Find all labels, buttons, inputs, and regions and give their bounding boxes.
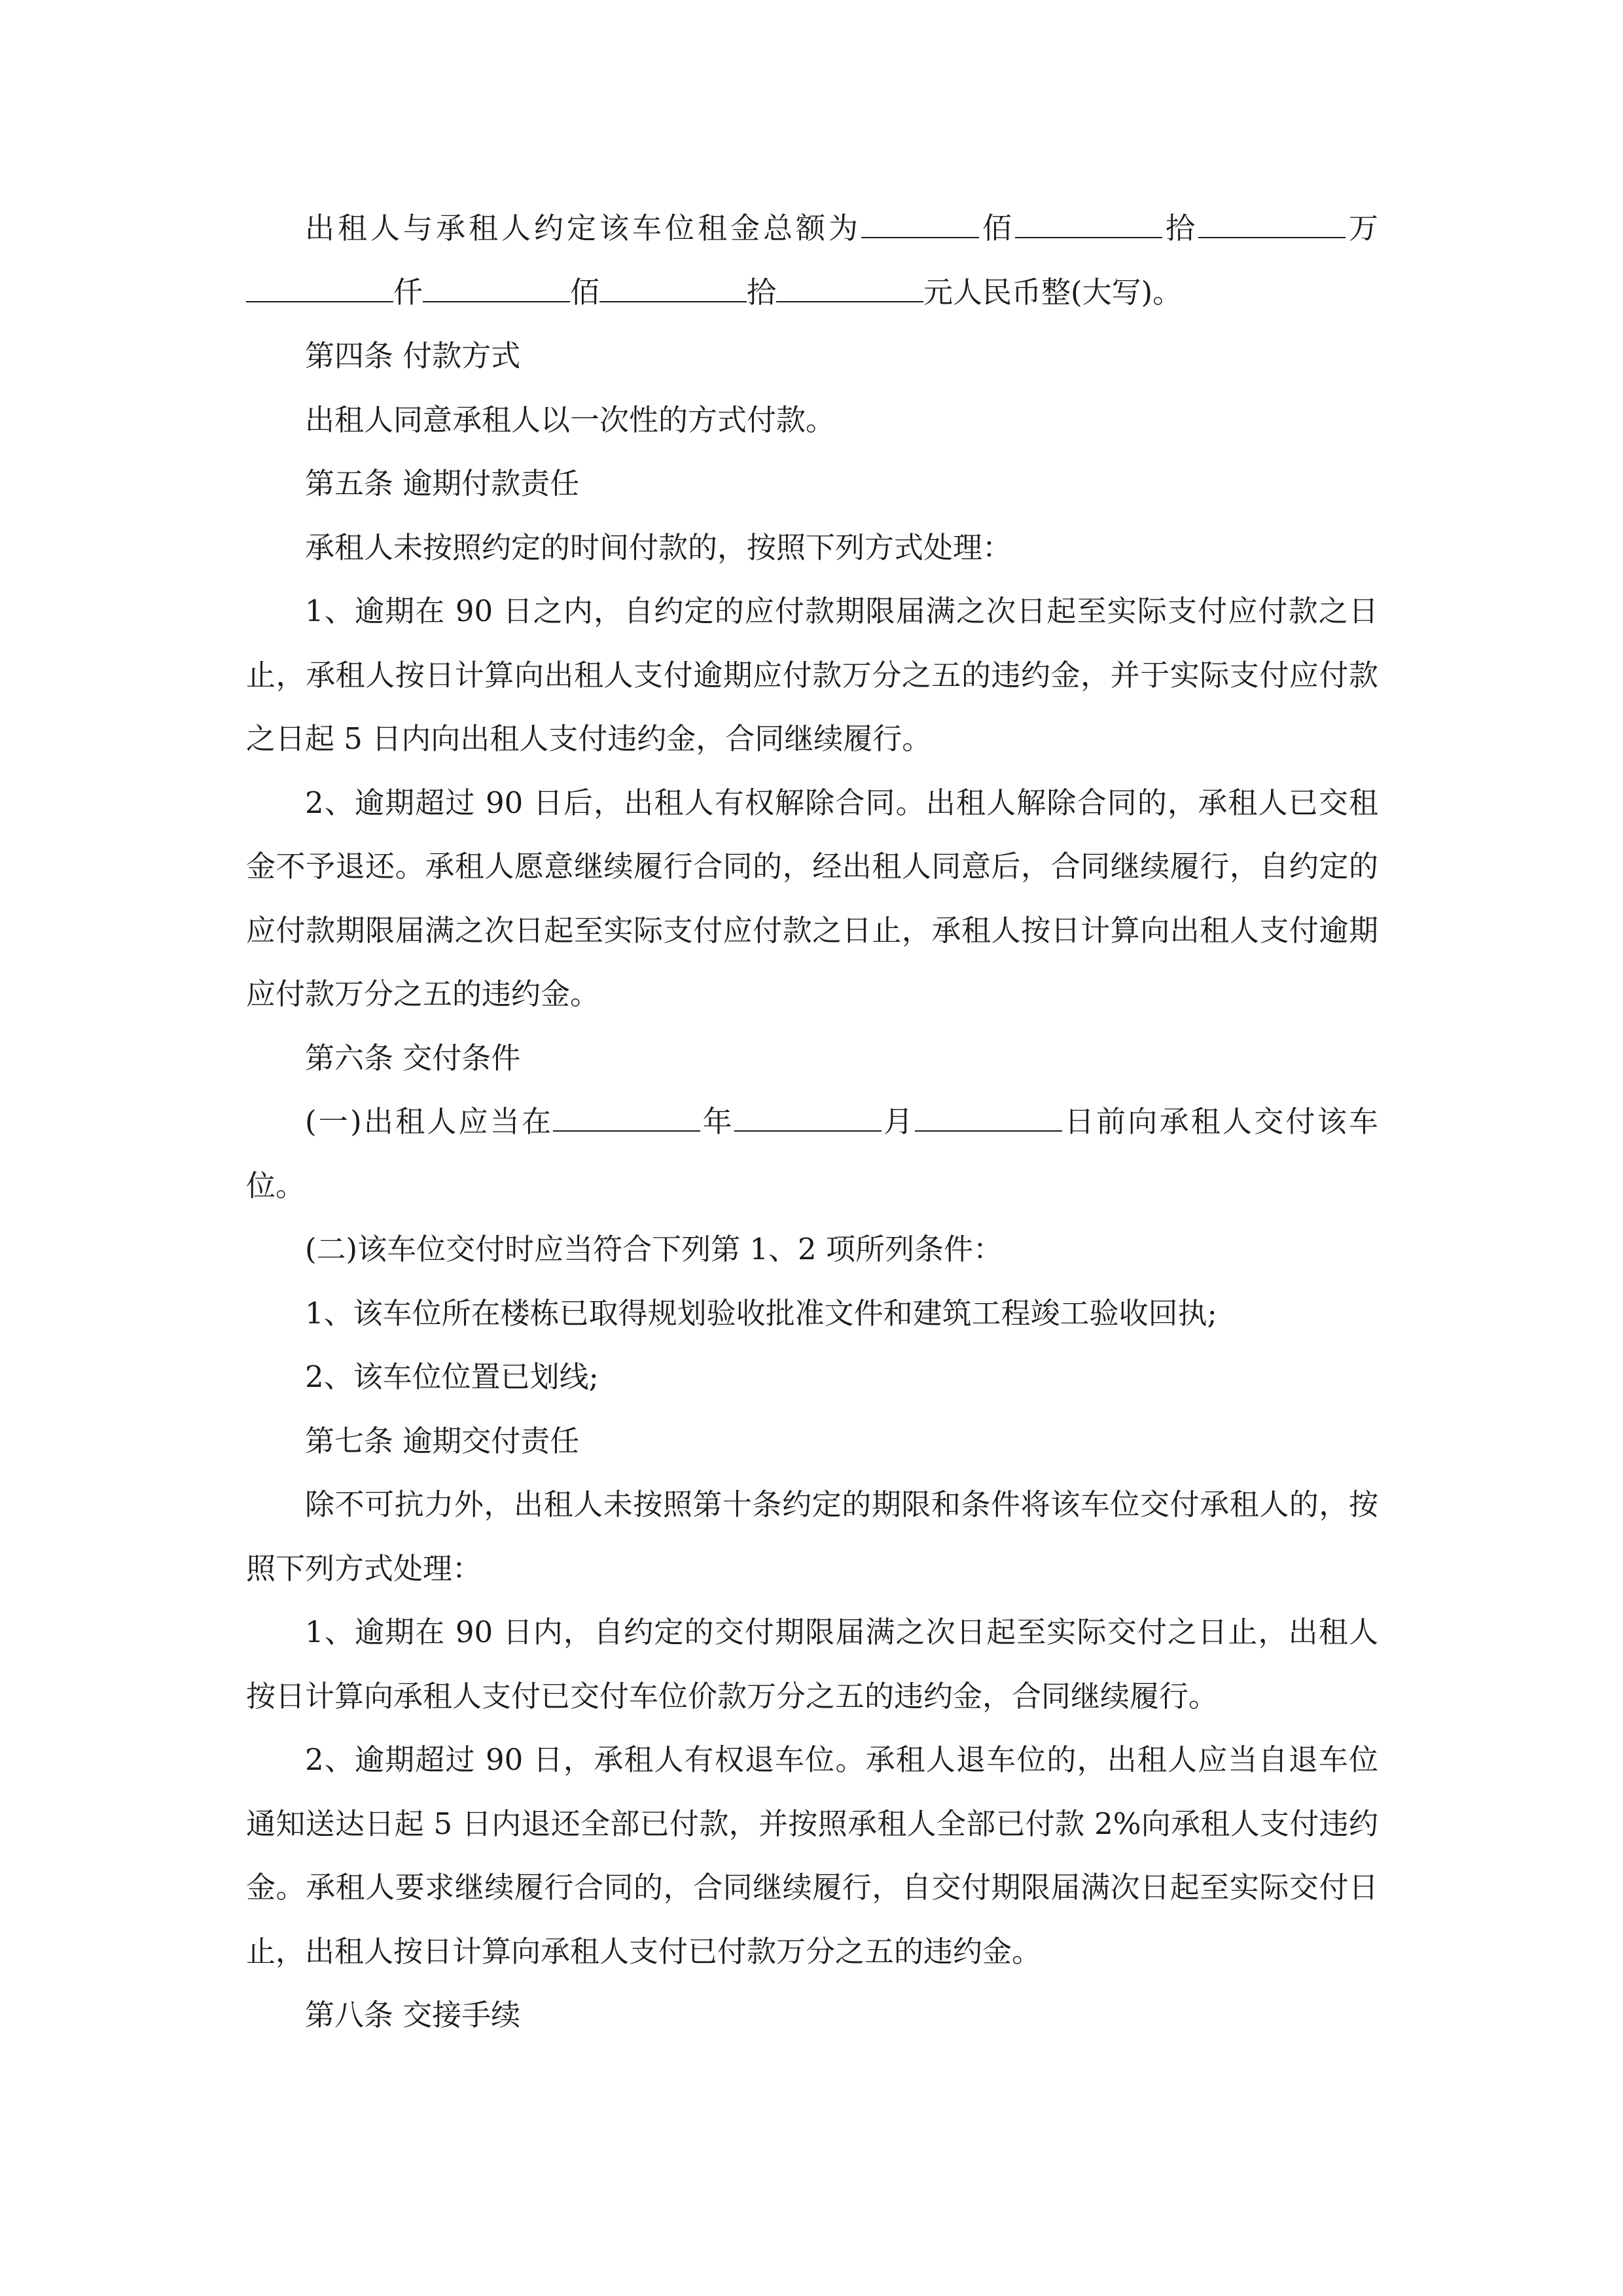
article-6-conditions: (二)该车位交付时应当符合下列第 1、2 项所列条件： — [305, 1232, 1003, 1266]
delivery-prefix: (一)出租人应当在 — [305, 1104, 554, 1139]
article-4-title: 第四条 付款方式 — [305, 338, 521, 373]
unit-label: 仟 — [393, 274, 423, 310]
rent-total-suffix: 元人民币整(大写)。 — [923, 274, 1183, 310]
blank-field[interactable] — [915, 1102, 1062, 1132]
article-7-item-1: 1、逾期在 90 日内，自约定的交付期限届满之次日起至实际交付之日止，出租人按日计算向承租人支付已交付车位价款万分之五的违约金，合同继续履行。 — [246, 1615, 1378, 1713]
blank-field[interactable] — [553, 1102, 700, 1132]
article-5-item-1: 1、逾期在 90 日之内，自约定的应付款期限届满之次日起至实际支付应付款之日止，承租人按日计算向出租人支付逾期应付款万分之五的违约金，并于实际支付应付款之日起 5 日内向出租人支付违约金，合同继续履行。 — [246, 594, 1378, 756]
date-unit-label: 年 — [700, 1104, 734, 1139]
delivery-suffix: 日前向承租人交付该车位。 — [246, 1104, 1378, 1203]
blank-field[interactable] — [861, 209, 979, 238]
article-4-body: 出租人同意承租人以一次性的方式付款。 — [305, 402, 836, 437]
rent-total-prefix: 出租人与承租人约定该车位租金总额为 — [305, 211, 861, 245]
blank-field[interactable] — [734, 1102, 882, 1132]
article-7-intro: 除不可抗力外，出租人未按照第十条约定的期限和条件将该车位交付承租人的，按照下列方式处理： — [246, 1487, 1378, 1586]
article-6-condition-2: 2、该车位位置已划线; — [305, 1359, 599, 1394]
article-6-title: 第六条 交付条件 — [305, 1040, 521, 1075]
article-5-intro: 承租人未按照约定的时间付款的，按照下列方式处理： — [305, 529, 1012, 565]
article-7-item-2: 2、逾期超过 90 日，承租人有权退车位。承租人退车位的，出租人应当自退车位通知送达日起 5 日内退还全部已付款，并按照承租人全部已付款 2%向承租人支付违约金。承租人要求继续履行合同的，合同继续履行，自交付期限届满次日起至实际交付日止，出租人按日计算向承租人支付已付款万分之五的违约金。 — [246, 1742, 1378, 1969]
article-5-item-2: 2、逾期超过 90 日后，出租人有权解除合同。出租人解除合同的，承租人已交租金不予退还。承租人愿意继续履行合同的，经出租人同意后，合同继续履行，自约定的应付款期限届满之次日起至实际支付应付款之日止，承租人按日计算向出租人支付逾期应付款万分之五的违约金。 — [246, 785, 1378, 1011]
unit-label: 万 — [1345, 211, 1378, 245]
blank-field[interactable] — [423, 273, 570, 302]
rent-total-paragraph — [246, 196, 1378, 324]
date-unit-label: 月 — [881, 1104, 916, 1139]
article-7-title: 第七条 逾期交付责任 — [305, 1423, 580, 1458]
blank-field[interactable] — [1198, 209, 1346, 238]
unit-label: 拾 — [747, 274, 777, 310]
unit-label: 拾 — [1162, 211, 1198, 245]
article-8-title: 第八条 交接手续 — [305, 1998, 521, 2032]
unit-label: 佰 — [570, 274, 600, 310]
contract-body — [246, 196, 1378, 2047]
blank-field[interactable] — [246, 273, 393, 302]
blank-field[interactable] — [1015, 209, 1162, 238]
unit-label: 佰 — [978, 211, 1015, 245]
delivery-date-paragraph — [246, 1090, 1378, 1217]
blank-field[interactable] — [599, 273, 747, 302]
article-5-title: 第五条 逾期付款责任 — [305, 466, 580, 501]
blank-field[interactable] — [776, 273, 923, 302]
article-6-condition-1: 1、该车位所在楼栋已取得规划验收批准文件和建筑工程竣工验收回执; — [305, 1295, 1217, 1331]
